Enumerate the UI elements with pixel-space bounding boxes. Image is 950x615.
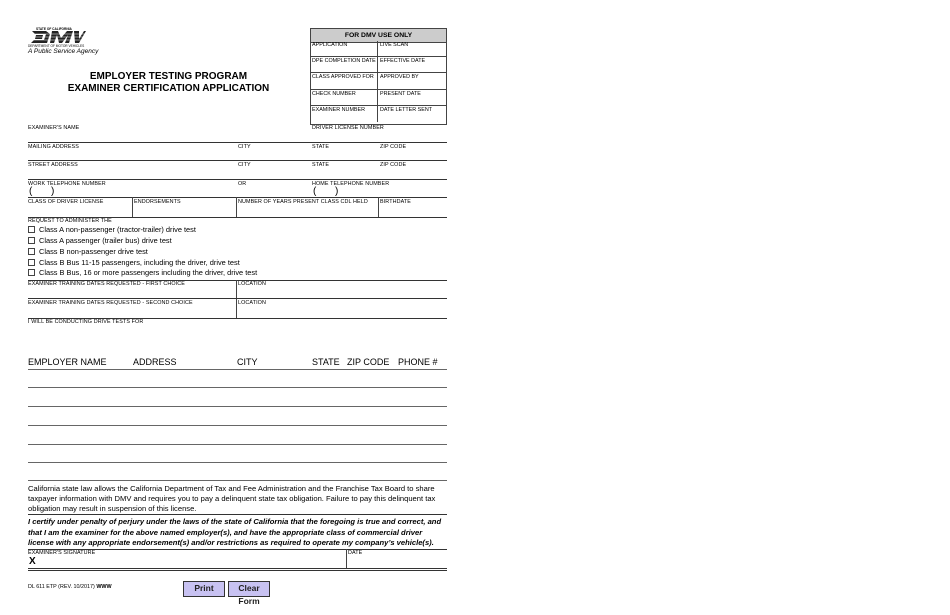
second-choice-label: EXAMINER TRAINING DATES REQUESTED - SECOND CHOICE <box>28 300 193 306</box>
divider <box>236 197 237 217</box>
driver-license-number-label: DRIVER LICENSE NUMBER <box>312 125 384 131</box>
dmv-cell: DPE COMPLETION DATE <box>310 57 378 73</box>
employer-row-line[interactable] <box>28 387 447 388</box>
street-zip-label: ZIP CODE <box>380 162 407 168</box>
certification-statement: I certify under penalty of perjury under the laws of the state of California that the foregoing is true and correct, and that I am the examiner for the above named employer(s), and have the appropriate class of commercial driver license with any appropriate endorsement(s) and/or restrictions as required to operate my company’s vehicle(s). <box>28 517 442 547</box>
dmv-cell: EFFECTIVE DATE <box>378 57 447 73</box>
divider <box>28 142 447 143</box>
conducting-label: I WILL BE CONDUCTING DRIVE TESTS FOR <box>28 319 144 325</box>
mailing-city-label: CITY <box>238 144 251 150</box>
mailing-address-label: MAILING ADDRESS <box>28 144 79 150</box>
divider <box>28 570 447 571</box>
form-id-suffix: WWW <box>96 584 112 590</box>
checkbox-row[interactable] <box>28 268 257 278</box>
checkbox-label: Class B non-passenger drive test <box>39 247 148 256</box>
dmv-logo-mark <box>28 30 86 44</box>
divider <box>28 197 447 198</box>
checkbox[interactable] <box>28 237 35 244</box>
work-phone-area-open: ( <box>29 186 33 197</box>
employer-row-line[interactable] <box>28 406 447 407</box>
checkbox[interactable] <box>28 269 35 276</box>
title-line-1: EMPLOYER TESTING PROGRAM <box>89 71 248 82</box>
form-id <box>28 584 112 590</box>
dmv-cell: EXAMINER NUMBER <box>310 106 378 122</box>
or-label: OR <box>238 181 247 187</box>
checkbox-row[interactable] <box>28 236 172 246</box>
examiner-name-label: EXAMINER'S NAME <box>28 125 80 131</box>
street-state-label: STATE <box>312 162 330 168</box>
checkbox-row[interactable] <box>28 225 196 235</box>
first-location-label: LOCATION <box>238 281 266 287</box>
logo-tagline: A Public Service Agency <box>28 48 99 55</box>
street-address-label: STREET ADDRESS <box>28 162 78 168</box>
employer-row-line[interactable] <box>28 425 447 426</box>
title-line-2: EXAMINER CERTIFICATION APPLICATION <box>67 83 270 94</box>
checkbox[interactable] <box>28 248 35 255</box>
dmv-cell: CLASS APPROVED FOR <box>310 73 378 89</box>
clear-form-button[interactable]: Clear Form <box>228 581 270 597</box>
second-location-label: LOCATION <box>238 300 266 306</box>
employer-name-header: EMPLOYER NAME <box>28 357 107 367</box>
dmv-cell: DATE LETTER SENT <box>380 106 433 113</box>
years-cdl-label: NUMBER OF YEARS PRESENT CLASS CDL HELD <box>238 199 368 205</box>
work-phone-label: WORK TELEPHONE NUMBER <box>28 181 106 187</box>
phone-header: PHONE # <box>398 357 438 367</box>
divider[interactable] <box>346 549 347 568</box>
form-id-text: DL 611 ETP (REV. 10/2017) <box>28 584 95 590</box>
checkbox-label: Class B Bus 11-15 passengers, including the driver, drive test <box>39 258 240 267</box>
checkbox-row[interactable] <box>28 247 148 257</box>
dmv-cell: APPLICATION <box>310 41 378 57</box>
signature-label: EXAMINER'S SIGNATURE <box>28 550 96 556</box>
checkbox[interactable] <box>28 226 35 233</box>
form-title <box>30 71 307 95</box>
mailing-zip-label: ZIP CODE <box>380 144 407 150</box>
work-phone-area-close: ) <box>51 186 55 197</box>
state-header: STATE <box>312 357 340 367</box>
endorsements-label: ENDORSEMENTS <box>134 199 181 205</box>
dmv-cell: APPROVED BY <box>378 73 447 89</box>
divider <box>28 514 447 515</box>
print-button[interactable]: Print <box>183 581 225 597</box>
employer-row-line[interactable] <box>28 480 447 481</box>
home-phone-area-close: ) <box>335 186 339 197</box>
home-phone-label: HOME TELEPHONE NUMBER <box>312 181 390 187</box>
dmv-box-header: FOR DMV USE ONLY <box>311 29 446 43</box>
dmv-logo <box>28 28 118 48</box>
tax-notice: California state law allows the California Department of Tax and Fee Administration and the Franchise Tax Board to share taxpayer information with DMV and requires you to pay a delinquent state tax obligation. Failure to pay this delinquent tax obligation may result in suspension of this license. <box>28 484 436 513</box>
divider <box>236 280 237 319</box>
employer-row-line[interactable] <box>28 369 447 370</box>
dmv-cell: LIVE SCAN <box>378 41 447 57</box>
class-license-label: CLASS OF DRIVER LICENSE <box>28 199 104 205</box>
checkbox-row[interactable] <box>28 258 240 268</box>
dmv-cell: PRESENT DATE <box>378 90 447 106</box>
date-label: DATE <box>348 550 363 556</box>
divider <box>28 179 447 180</box>
divider <box>28 160 447 161</box>
mailing-state-label: STATE <box>312 144 330 150</box>
birthdate-label: BIRTHDATE <box>380 199 411 205</box>
city-header: CITY <box>237 357 258 367</box>
dmv-cell: CHECK NUMBER <box>310 90 378 106</box>
logo-dept-text: DEPARTMENT OF MOTOR VEHICLES <box>28 44 85 48</box>
checkbox-label: Class A passenger (trailer bus) drive test <box>39 236 172 245</box>
street-city-label: CITY <box>238 162 251 168</box>
divider <box>132 197 133 217</box>
first-choice-label: EXAMINER TRAINING DATES REQUESTED - FIRST CHOICE <box>28 281 185 287</box>
employer-row-line[interactable] <box>28 462 447 463</box>
signature-x-mark: X <box>29 556 36 567</box>
request-label: REQUEST TO ADMINISTER THE <box>28 218 112 224</box>
divider <box>378 197 379 217</box>
checkbox-label: Class A non-passenger (tractor-trailer) drive test <box>39 225 196 234</box>
logo-state-text: STATE OF CALIFORNIA <box>36 27 72 31</box>
employer-row-line[interactable] <box>28 444 447 445</box>
checkbox[interactable] <box>28 259 35 266</box>
checkbox-label: Class B Bus, 16 or more passengers including the driver, drive test <box>39 268 258 277</box>
zip-code-header: ZIP CODE <box>347 357 390 367</box>
divider <box>28 568 447 569</box>
address-header: ADDRESS <box>133 357 177 367</box>
home-phone-area-open: ( <box>313 186 317 197</box>
divider <box>28 298 447 299</box>
